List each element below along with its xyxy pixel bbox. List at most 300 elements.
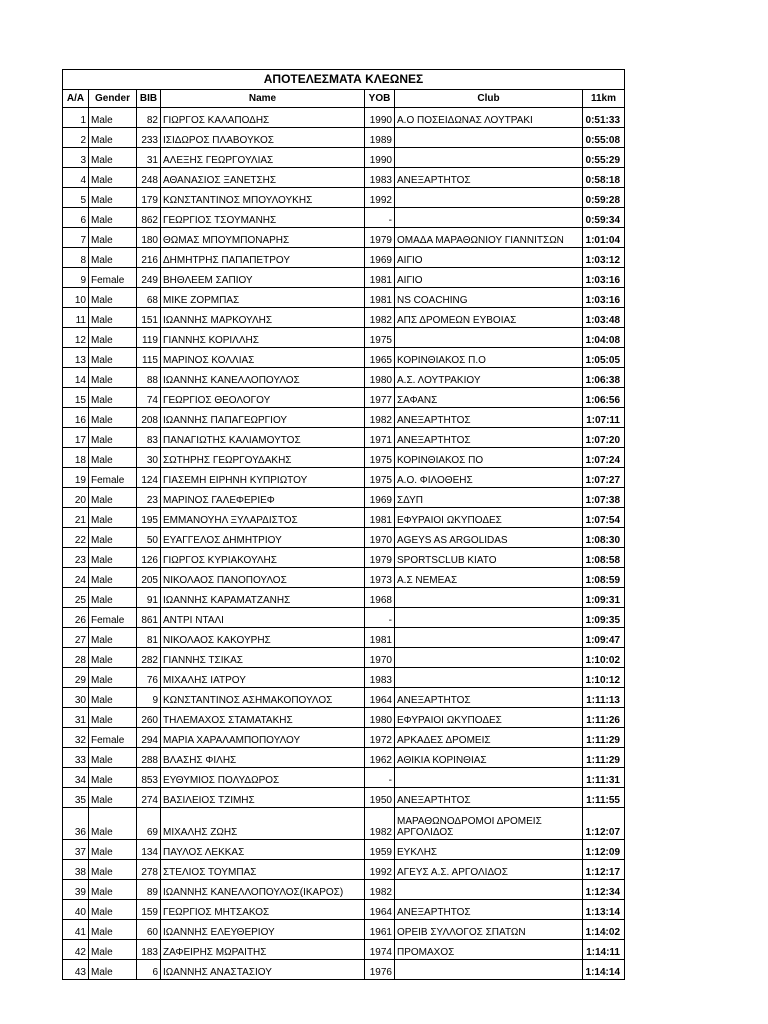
cell-yob: 1969 — [365, 248, 395, 268]
table-row — [63, 840, 625, 860]
table-row — [63, 940, 625, 960]
cell-time: 1:08:58 — [583, 548, 625, 568]
cell-aa: 39 — [63, 880, 89, 900]
cell-aa: 30 — [63, 688, 89, 708]
cell-bib: 82 — [137, 108, 161, 128]
cell-bib: 6 — [137, 960, 161, 980]
table-row — [63, 328, 625, 348]
cell-aa: 31 — [63, 708, 89, 728]
table-row — [63, 468, 625, 488]
cell-club — [395, 768, 583, 788]
table-row — [63, 568, 625, 588]
table-row — [63, 388, 625, 408]
cell-gender: Male — [89, 248, 137, 268]
cell-time: 0:59:34 — [583, 208, 625, 228]
cell-club — [395, 960, 583, 980]
cell-yob: 1992 — [365, 188, 395, 208]
table-row — [63, 288, 625, 308]
cell-gender: Male — [89, 588, 137, 608]
cell-bib: 195 — [137, 508, 161, 528]
table-row — [63, 900, 625, 920]
cell-yob: 1982 — [365, 880, 395, 900]
cell-aa: 9 — [63, 268, 89, 288]
cell-club: Α.Ο. ΦΙΛΟΘΕΗΣ — [395, 468, 583, 488]
cell-yob: 1979 — [365, 228, 395, 248]
cell-bib: 115 — [137, 348, 161, 368]
cell-bib: 862 — [137, 208, 161, 228]
cell-gender: Male — [89, 508, 137, 528]
table-row — [63, 728, 625, 748]
cell-time: 1:07:27 — [583, 468, 625, 488]
cell-name: ΤΗΛΕΜΑΧΟΣ ΣΤΑΜΑΤΑΚΗΣ — [161, 708, 365, 728]
cell-yob: 1964 — [365, 688, 395, 708]
cell-yob: 1973 — [365, 568, 395, 588]
cell-club: ΑΝΕΞΑΡΤΗΤΟΣ — [395, 788, 583, 808]
cell-aa: 7 — [63, 228, 89, 248]
cell-club: ΑΓΕΥΣ Α.Σ. ΑΡΓΟΛΙΔΟΣ — [395, 860, 583, 880]
cell-gender: Male — [89, 448, 137, 468]
cell-time: 1:07:54 — [583, 508, 625, 528]
cell-yob: 1974 — [365, 940, 395, 960]
cell-club: ΑΙΓΙΟ — [395, 268, 583, 288]
table-row — [63, 248, 625, 268]
cell-time: 1:11:26 — [583, 708, 625, 728]
cell-club: ΑΡΚΑΔΕΣ ΔΡΟΜΕΙΣ — [395, 728, 583, 748]
cell-club — [395, 628, 583, 648]
cell-time: 1:11:31 — [583, 768, 625, 788]
table-row — [63, 668, 625, 688]
cell-club: ΕΥΚΛΗΣ — [395, 840, 583, 860]
cell-club — [395, 608, 583, 628]
table-row — [63, 648, 625, 668]
cell-gender: Male — [89, 768, 137, 788]
table-row — [63, 268, 625, 288]
cell-yob: 1975 — [365, 448, 395, 468]
cell-aa: 28 — [63, 648, 89, 668]
cell-name: ΜΑΡΙΝΟΣ ΓΑΛΕΦΕΡΙΕΦ — [161, 488, 365, 508]
cell-yob: 1990 — [365, 108, 395, 128]
cell-gender: Male — [89, 688, 137, 708]
cell-club: ΚΟΡΙΝΘΙΑΚΟΣ ΠΟ — [395, 448, 583, 468]
cell-yob: 1983 — [365, 168, 395, 188]
cell-club: ΑΝΕΞΑΡΤΗΤΟΣ — [395, 428, 583, 448]
cell-bib: 88 — [137, 368, 161, 388]
cell-bib: 91 — [137, 588, 161, 608]
cell-gender: Female — [89, 728, 137, 748]
cell-bib: 68 — [137, 288, 161, 308]
cell-time: 1:04:08 — [583, 328, 625, 348]
cell-bib: 180 — [137, 228, 161, 248]
cell-aa: 6 — [63, 208, 89, 228]
table-row — [63, 548, 625, 568]
cell-gender: Male — [89, 368, 137, 388]
cell-name: ΠΑΥΛΟΣ ΛΕΚΚΑΣ — [161, 840, 365, 860]
cell-bib: 294 — [137, 728, 161, 748]
cell-bib: 249 — [137, 268, 161, 288]
cell-yob: 1981 — [365, 288, 395, 308]
page-title: ΑΠΟΤΕΛΕΣΜΑΤΑ ΚΛΕΩΝΕΣ — [63, 70, 625, 90]
table-row — [63, 860, 625, 880]
cell-gender: Male — [89, 960, 137, 980]
cell-yob: 1970 — [365, 528, 395, 548]
cell-name: ΕΜΜΑΝΟΥΗΛ ΞΥΛΑΡΔΙΣΤΟΣ — [161, 508, 365, 528]
cell-bib: 83 — [137, 428, 161, 448]
cell-name: ΕΥΘΥΜΙΟΣ ΠΟΛΥΔΩΡΟΣ — [161, 768, 365, 788]
cell-aa: 25 — [63, 588, 89, 608]
cell-yob: 1964 — [365, 900, 395, 920]
cell-time: 1:06:38 — [583, 368, 625, 388]
cell-club — [395, 668, 583, 688]
cell-bib: 23 — [137, 488, 161, 508]
cell-club: ΕΦΥΡΑΙΟΙ ΩΚΥΠΟΔΕΣ — [395, 508, 583, 528]
cell-club: Α.Ο ΠΟΣΕΙΔΩΝΑΣ ΛΟΥΤΡΑΚΙ — [395, 108, 583, 128]
cell-yob: 1961 — [365, 920, 395, 940]
table-row — [63, 808, 625, 840]
cell-name: ΒΛΑΣΗΣ ΦΙΛΗΣ — [161, 748, 365, 768]
cell-name: ΔΗΜΗΤΡΗΣ ΠΑΠΑΠΕΤΡΟΥ — [161, 248, 365, 268]
cell-gender: Male — [89, 388, 137, 408]
cell-gender: Male — [89, 148, 137, 168]
cell-yob: 1959 — [365, 840, 395, 860]
header-row — [63, 90, 625, 108]
cell-gender: Male — [89, 748, 137, 768]
table-row — [63, 688, 625, 708]
table-row — [63, 448, 625, 468]
cell-aa: 1 — [63, 108, 89, 128]
cell-aa: 35 — [63, 788, 89, 808]
cell-name: ΘΩΜΑΣ ΜΠΟΥΜΠΟΝΑΡΗΣ — [161, 228, 365, 248]
cell-aa: 18 — [63, 448, 89, 468]
cell-name: ΚΩΝΣΤΑΝΤΙΝΟΣ ΑΣΗΜΑΚΟΠΟΥΛΟΣ — [161, 688, 365, 708]
cell-bib: 278 — [137, 860, 161, 880]
cell-aa: 32 — [63, 728, 89, 748]
cell-aa: 16 — [63, 408, 89, 428]
cell-bib: 134 — [137, 840, 161, 860]
cell-club: ΜΑΡΑΘΩΝΟΔΡΟΜΟΙ ΔΡΟΜΕΙΣ ΑΡΓΟΛΙΔΟΣ — [395, 808, 583, 840]
cell-name: ΜΙΧΑΛΗΣ ΖΩΗΣ — [161, 808, 365, 840]
cell-bib: 861 — [137, 608, 161, 628]
cell-bib: 126 — [137, 548, 161, 568]
cell-time: 0:55:08 — [583, 128, 625, 148]
cell-gender: Male — [89, 860, 137, 880]
cell-aa: 11 — [63, 308, 89, 328]
cell-time: 1:07:24 — [583, 448, 625, 468]
cell-gender: Male — [89, 900, 137, 920]
cell-aa: 14 — [63, 368, 89, 388]
cell-name: ΙΩΑΝΝΗΣ ΕΛΕΥΘΕΡΙΟΥ — [161, 920, 365, 940]
cell-aa: 5 — [63, 188, 89, 208]
cell-time: 1:14:11 — [583, 940, 625, 960]
cell-gender: Male — [89, 628, 137, 648]
cell-name: ΝΙΚΟΛΑΟΣ ΠΑΝΟΠΟΥΛΟΣ — [161, 568, 365, 588]
cell-aa: 4 — [63, 168, 89, 188]
cell-gender: Male — [89, 548, 137, 568]
cell-club: ΑΘΙΚΙΑ ΚΟΡΙΝΘΙΑΣ — [395, 748, 583, 768]
cell-name: ΙΩΑΝΝΗΣ ΑΝΑΣΤΑΣΙΟΥ — [161, 960, 365, 980]
cell-club: ΑΝΕΞΑΡΤΗΤΟΣ — [395, 408, 583, 428]
cell-club — [395, 880, 583, 900]
cell-yob: 1983 — [365, 668, 395, 688]
cell-yob: 1972 — [365, 728, 395, 748]
cell-time: 1:07:11 — [583, 408, 625, 428]
cell-name: ΒΗΘΛΕΕΜ ΣΑΠΙΟΥ — [161, 268, 365, 288]
cell-time: 1:10:12 — [583, 668, 625, 688]
cell-name: ΙΩΑΝΝΗΣ ΚΑΡΑΜΑΤΖΑΝΗΣ — [161, 588, 365, 608]
cell-name: ΙΩΑΝΝΗΣ ΠΑΠΑΓΕΩΡΓΙΟΥ — [161, 408, 365, 428]
cell-yob: 1971 — [365, 428, 395, 448]
cell-aa: 20 — [63, 488, 89, 508]
cell-bib: 183 — [137, 940, 161, 960]
table-row — [63, 880, 625, 900]
cell-gender: Male — [89, 808, 137, 840]
table-row — [63, 128, 625, 148]
cell-aa: 3 — [63, 148, 89, 168]
cell-aa: 23 — [63, 548, 89, 568]
cell-bib: 853 — [137, 768, 161, 788]
cell-time: 0:55:29 — [583, 148, 625, 168]
cell-yob: 1976 — [365, 960, 395, 980]
cell-yob: 1981 — [365, 268, 395, 288]
cell-bib: 89 — [137, 880, 161, 900]
table-row — [63, 748, 625, 768]
cell-aa: 17 — [63, 428, 89, 448]
cell-name: ΠΑΝΑΓΙΩΤΗΣ ΚΑΛΙΑΜΟΥΤΟΣ — [161, 428, 365, 448]
cell-gender: Male — [89, 168, 137, 188]
cell-bib: 119 — [137, 328, 161, 348]
table-row — [63, 348, 625, 368]
cell-time: 1:11:29 — [583, 728, 625, 748]
table-row — [63, 788, 625, 808]
cell-gender: Male — [89, 428, 137, 448]
cell-name: ΖΑΦΕΙΡΗΣ ΜΩΡΑΙΤΗΣ — [161, 940, 365, 960]
table-row — [63, 308, 625, 328]
cell-aa: 37 — [63, 840, 89, 860]
header-name: Name — [161, 90, 365, 108]
cell-time: 1:07:38 — [583, 488, 625, 508]
cell-bib: 30 — [137, 448, 161, 468]
cell-yob: 1977 — [365, 388, 395, 408]
cell-club: ΑΠΣ ΔΡΟΜΕΩΝ ΕΥΒΟΙΑΣ — [395, 308, 583, 328]
cell-aa: 13 — [63, 348, 89, 368]
cell-club — [395, 648, 583, 668]
cell-time: 1:12:09 — [583, 840, 625, 860]
cell-time: 1:10:02 — [583, 648, 625, 668]
cell-name: ΣΤΕΛΙΟΣ ΤΟΥΜΠΑΣ — [161, 860, 365, 880]
cell-aa: 27 — [63, 628, 89, 648]
table-row — [63, 608, 625, 628]
cell-gender: Male — [89, 308, 137, 328]
cell-club: AGEYS AS ARGOLIDAS — [395, 528, 583, 548]
cell-time: 1:03:48 — [583, 308, 625, 328]
cell-time: 1:09:35 — [583, 608, 625, 628]
cell-aa: 29 — [63, 668, 89, 688]
cell-name: ΣΩΤΗΡΗΣ ΓΕΩΡΓΟΥΔΑΚΗΣ — [161, 448, 365, 468]
header-gender: Gender — [89, 90, 137, 108]
cell-aa: 10 — [63, 288, 89, 308]
cell-name: ΙΩΑΝΝΗΣ ΚΑΝΕΛΛΟΠΟΥΛΟΣ — [161, 368, 365, 388]
cell-name: ΒΑΣΙΛΕΙΟΣ ΤΖΙΜΗΣ — [161, 788, 365, 808]
cell-yob: 1980 — [365, 368, 395, 388]
cell-yob: 1962 — [365, 748, 395, 768]
cell-bib: 205 — [137, 568, 161, 588]
cell-bib: 50 — [137, 528, 161, 548]
cell-bib: 151 — [137, 308, 161, 328]
cell-yob: 1975 — [365, 468, 395, 488]
cell-bib: 216 — [137, 248, 161, 268]
cell-bib: 233 — [137, 128, 161, 148]
table-row — [63, 588, 625, 608]
cell-club: ΣΑΦΑΝΣ — [395, 388, 583, 408]
cell-club: ΚΟΡΙΝΘΙΑΚΟΣ Π.Ο — [395, 348, 583, 368]
cell-yob: 1992 — [365, 860, 395, 880]
cell-club: ΣΔΥΠ — [395, 488, 583, 508]
cell-aa: 33 — [63, 748, 89, 768]
cell-bib: 74 — [137, 388, 161, 408]
cell-bib: 208 — [137, 408, 161, 428]
cell-time: 1:14:14 — [583, 960, 625, 980]
cell-name: ΑΛΕΞΗΣ ΓΕΩΡΓΟΥΛΙΑΣ — [161, 148, 365, 168]
header-club: Club — [395, 90, 583, 108]
cell-gender: Male — [89, 920, 137, 940]
cell-gender: Male — [89, 488, 137, 508]
cell-name: ΜΙΧΑΛΗΣ ΙΑΤΡΟΥ — [161, 668, 365, 688]
cell-club: ΟΜΑΔΑ ΜΑΡΑΘΩΝΙΟΥ ΓΙΑΝΝΙΤΣΩΝ — [395, 228, 583, 248]
cell-name: ΓΕΩΡΓΙΟΣ ΜΗΤΣΑΚΟΣ — [161, 900, 365, 920]
cell-yob: 1975 — [365, 328, 395, 348]
cell-aa: 42 — [63, 940, 89, 960]
header-yob: YOB — [365, 90, 395, 108]
cell-yob: 1965 — [365, 348, 395, 368]
cell-time: 1:11:29 — [583, 748, 625, 768]
cell-gender: Male — [89, 228, 137, 248]
cell-bib: 159 — [137, 900, 161, 920]
cell-aa: 34 — [63, 768, 89, 788]
cell-yob: 1968 — [365, 588, 395, 608]
cell-time: 1:06:56 — [583, 388, 625, 408]
cell-time: 1:11:55 — [583, 788, 625, 808]
cell-time: 1:11:13 — [583, 688, 625, 708]
cell-time: 1:12:07 — [583, 808, 625, 840]
cell-bib: 282 — [137, 648, 161, 668]
cell-club — [395, 148, 583, 168]
cell-gender: Male — [89, 880, 137, 900]
cell-time: 0:59:28 — [583, 188, 625, 208]
cell-time: 1:12:17 — [583, 860, 625, 880]
cell-name: ΜΙΚΕ ΖΟΡΜΠΑΣ — [161, 288, 365, 308]
cell-club: ΑΙΓΙΟ — [395, 248, 583, 268]
cell-gender: Male — [89, 188, 137, 208]
cell-club: ΠΡΟΜΑΧΟΣ — [395, 940, 583, 960]
cell-club — [395, 588, 583, 608]
cell-aa: 2 — [63, 128, 89, 148]
cell-gender: Male — [89, 940, 137, 960]
table-row — [63, 488, 625, 508]
cell-name: ΓΙΑΝΝΗΣ ΤΣΙΚΑΣ — [161, 648, 365, 668]
cell-time: 1:09:31 — [583, 588, 625, 608]
cell-aa: 21 — [63, 508, 89, 528]
cell-name: ΚΩΝΣΤΑΝΤΙΝΟΣ ΜΠΟΥΛΟΥΚΗΣ — [161, 188, 365, 208]
cell-name: ΙΩΑΝΝΗΣ ΚΑΝΕΛΛΟΠΟΥΛΟΣ(ΙΚΑΡΟΣ) — [161, 880, 365, 900]
cell-bib: 69 — [137, 808, 161, 840]
cell-time: 1:01:04 — [583, 228, 625, 248]
cell-name: ΙΩΑΝΝΗΣ ΜΑΡΚΟΥΛΗΣ — [161, 308, 365, 328]
table-row — [63, 208, 625, 228]
cell-gender: Male — [89, 568, 137, 588]
cell-name: ΜΑΡΙΑ ΧΑΡΑΛΑΜΠΟΠΟΥΛΟΥ — [161, 728, 365, 748]
cell-yob: - — [365, 768, 395, 788]
cell-aa: 41 — [63, 920, 89, 940]
cell-gender: Male — [89, 840, 137, 860]
cell-time: 1:03:12 — [583, 248, 625, 268]
cell-time: 0:51:33 — [583, 108, 625, 128]
cell-yob: 1982 — [365, 408, 395, 428]
cell-club — [395, 188, 583, 208]
cell-yob: 1990 — [365, 148, 395, 168]
table-row — [63, 148, 625, 168]
header-time: 11km — [583, 90, 625, 108]
cell-name: ΜΑΡΙΝΟΣ ΚΟΛΛΙΑΣ — [161, 348, 365, 368]
cell-time: 1:03:16 — [583, 288, 625, 308]
cell-yob: 1969 — [365, 488, 395, 508]
cell-bib: 288 — [137, 748, 161, 768]
cell-club: Α.Σ. ΛΟΥΤΡΑΚΙΟΥ — [395, 368, 583, 388]
cell-bib: 81 — [137, 628, 161, 648]
cell-time: 1:13:14 — [583, 900, 625, 920]
table-row — [63, 108, 625, 128]
cell-bib: 124 — [137, 468, 161, 488]
cell-gender: Male — [89, 668, 137, 688]
cell-gender: Male — [89, 788, 137, 808]
cell-bib: 179 — [137, 188, 161, 208]
cell-name: ΓΕΩΡΓΙΟΣ ΘΕΟΛΟΓΟΥ — [161, 388, 365, 408]
cell-aa: 22 — [63, 528, 89, 548]
cell-club: ΑΝΕΞΑΡΤΗΤΟΣ — [395, 168, 583, 188]
cell-bib: 260 — [137, 708, 161, 728]
cell-gender: Female — [89, 468, 137, 488]
cell-gender: Male — [89, 328, 137, 348]
cell-bib: 31 — [137, 148, 161, 168]
cell-club — [395, 128, 583, 148]
cell-name: ΓΙΩΡΓΟΣ ΚΥΡΙΑΚΟΥΛΗΣ — [161, 548, 365, 568]
cell-time: 1:08:59 — [583, 568, 625, 588]
cell-yob: 1981 — [365, 628, 395, 648]
cell-time: 1:12:34 — [583, 880, 625, 900]
cell-bib: 76 — [137, 668, 161, 688]
cell-gender: Male — [89, 108, 137, 128]
table-row — [63, 168, 625, 188]
table-row — [63, 920, 625, 940]
cell-time: 1:05:05 — [583, 348, 625, 368]
cell-name: ΙΣΙΔΩΡΟΣ ΠΛΑΒΟΥΚΟΣ — [161, 128, 365, 148]
cell-time: 1:09:47 — [583, 628, 625, 648]
cell-name: ΓΙΩΡΓΟΣ ΚΑΛΑΠΟΔΗΣ — [161, 108, 365, 128]
cell-gender: Male — [89, 128, 137, 148]
cell-name: ΝΙΚΟΛΑΟΣ ΚΑΚΟΥΡΗΣ — [161, 628, 365, 648]
table-row — [63, 368, 625, 388]
table-row — [63, 228, 625, 248]
cell-yob: 1982 — [365, 808, 395, 840]
cell-name: ΑΘΑΝΑΣΙΟΣ ΞΑΝΕΤΣΗΣ — [161, 168, 365, 188]
table-row — [63, 628, 625, 648]
table-row — [63, 768, 625, 788]
cell-aa: 12 — [63, 328, 89, 348]
cell-yob: 1979 — [365, 548, 395, 568]
cell-time: 1:03:16 — [583, 268, 625, 288]
cell-gender: Male — [89, 348, 137, 368]
cell-gender: Male — [89, 648, 137, 668]
table-row — [63, 428, 625, 448]
cell-club: ΕΦΥΡΑΙΟΙ ΩΚΥΠΟΔΕΣ — [395, 708, 583, 728]
